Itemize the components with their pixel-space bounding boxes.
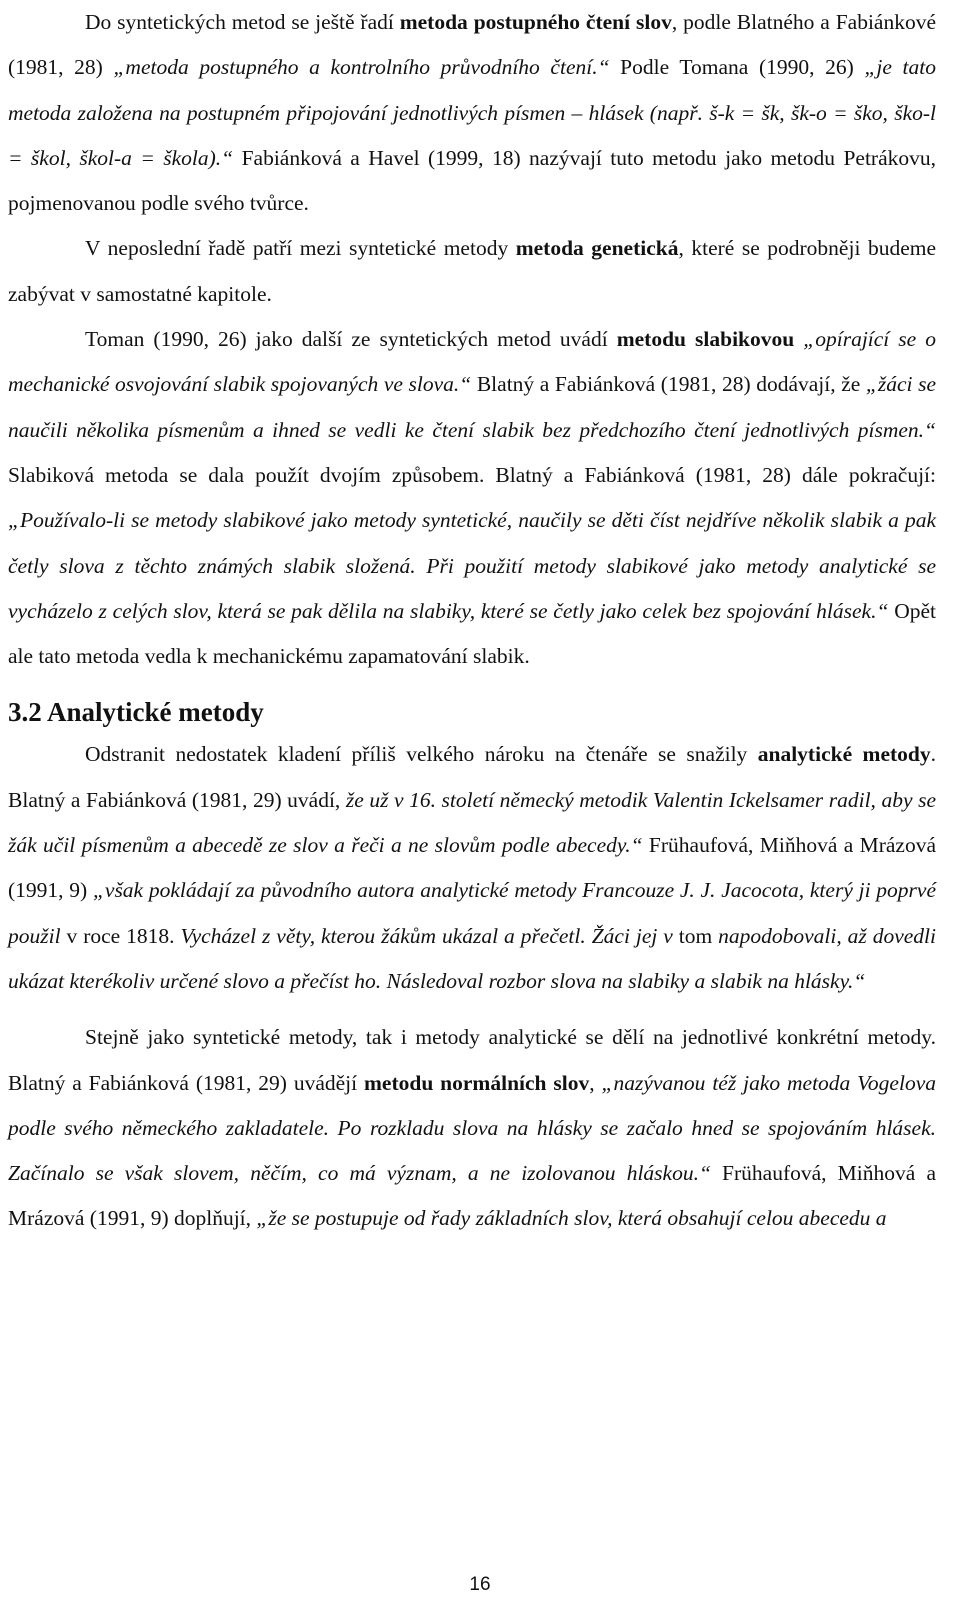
quotation: „že se postupuje od řady základních slov, která obsahují celou abecedu a bbox=[256, 1206, 887, 1231]
page-number: 16 bbox=[469, 1574, 491, 1595]
text-run: Frühaufová, Miňhová a Mrázová (1991, 9) bbox=[8, 833, 936, 903]
text-run: tom bbox=[672, 923, 719, 948]
text-run: Do syntetických metod se ještě řadí bbox=[85, 10, 400, 34]
quotation: napodobovali, až dovedli ukázat kterékoliv určené slovo a přečíst ho. Následoval rozbor slova na slabiky a slabik na hlásky.“ bbox=[8, 923, 937, 993]
text-run: Fabiánková a Havel (1999, 18) nazývají tuto metodu jako metodu Petrákovu, pojmenovanou podle svého tvůrce. bbox=[8, 145, 936, 216]
text-run: Opět ale tato metoda vedla k mechanickému zapamatování slabik. bbox=[8, 598, 936, 669]
quotation: „opírající se o mechanické osvojování slabik spojovaných ve slova.“ bbox=[8, 327, 936, 397]
quotation: „je tato metoda založena na postupném připojování jednotlivých písmen – hlásek (např. š-k = šk, šk-o = ško, ško-l = škol, škol-a = škola).“ bbox=[8, 55, 936, 170]
text-run: Slabiková metoda se dala použít dvojím způsobem. Blatný a Fabiánková (1981, 28) dále pokračují: bbox=[8, 462, 936, 487]
quotation: „Používalo-li se metody slabikové jako metody syntetické, naučily se děti číst nejdříve několik slabik a pak četly slova z těchto známých slabik složená. Při použití metody slabikové jako metody analytické se vycházelo z celých slov, která se pak dělila na slabiky, které se četly jako celek bez spojování hlásek.“ bbox=[8, 508, 936, 623]
text-run: Odstranit nedostatek kladení příliš velkého nároku na čtenáře se snažily bbox=[85, 742, 758, 767]
bold-term-slabikova: metodu slabikovou bbox=[616, 327, 795, 352]
text-run: Toman (1990, 26) jako další ze syntetických metod uvádí bbox=[85, 327, 617, 352]
text-run: . Blatný a Fabiánková (1981, 29) uvádí, bbox=[8, 742, 936, 812]
bold-term-analyticke: analytické metody bbox=[757, 742, 931, 767]
quotation: že už v 16. století německý metodik Valentin Ickelsamer radil, aby se žák učil písmenům a abecedě ze slov a řeči a ne slovům podle abecedy.“ bbox=[8, 787, 936, 858]
quotation: „však pokládají za původního autora analytické metody Francouze J. J. Jacocota, který ji poprvé použil bbox=[8, 878, 936, 948]
text-run: , podle Blatného a Fabiánkové (1981, 28) bbox=[8, 10, 936, 80]
paragraph-normalni-slova bbox=[8, 1015, 936, 1241]
quotation: „žáci se naučili několika písmenům a ihned se vedli ke čtení slabik bez předchozího čtení jednotlivých písmen.“ bbox=[8, 372, 936, 442]
quotation: „nazývanou též jako metoda Vogelova podle svého německého zakladatele. Po rozkladu slova na hlásky se začalo hned se spojováním hlásek. Začínalo se však slovem, něčím, co má význam, a ne izolovanou hláskou.“ bbox=[8, 1070, 936, 1186]
text-run: Frühaufová, Miňhová a Mrázová (1991, 9) doplňují, bbox=[8, 1161, 937, 1231]
section-heading: 3.2 Analytické metody bbox=[8, 697, 264, 728]
quotation: „metoda postupného a kontrolního průvodního čtení.“ bbox=[113, 55, 610, 80]
paragraph-postupne-cteni bbox=[8, 0, 936, 226]
text-run: v roce 1818. bbox=[60, 923, 181, 948]
bold-term-normalni-slova: metodu normálních slov bbox=[364, 1070, 590, 1095]
text-run: Podle Tomana (1990, 26) bbox=[609, 55, 865, 80]
text-run: V neposlední řadě patří mezi syntetické metody bbox=[85, 236, 516, 261]
bold-term-geneticka: metoda genetická bbox=[515, 236, 679, 261]
text-run: , které se podrobněji budeme zabývat v samostatné kapitole. bbox=[8, 236, 936, 306]
paragraph-slabikova bbox=[8, 317, 936, 679]
text-run: , bbox=[589, 1070, 602, 1095]
text-run: Blatný a Fabiánková (1981, 28) dodávají, že bbox=[471, 372, 866, 397]
quotation: Vycházel z věty, kterou žákům ukázal a přečetl. Žáci jej v bbox=[180, 923, 673, 948]
text-run bbox=[794, 327, 803, 351]
bold-term-postupne-cteni: metoda postupného čtení slov bbox=[399, 10, 672, 34]
paragraph-analyticke bbox=[8, 732, 936, 1004]
document-page bbox=[8, 0, 936, 1242]
text-run: Stejně jako syntetické metody, tak i metody analytické se dělí na jednotlivé konkrétní metody. Blatný a Fabiánková (1981, 29) uvádějí bbox=[8, 1025, 936, 1095]
paragraph-geneticka bbox=[8, 226, 936, 317]
